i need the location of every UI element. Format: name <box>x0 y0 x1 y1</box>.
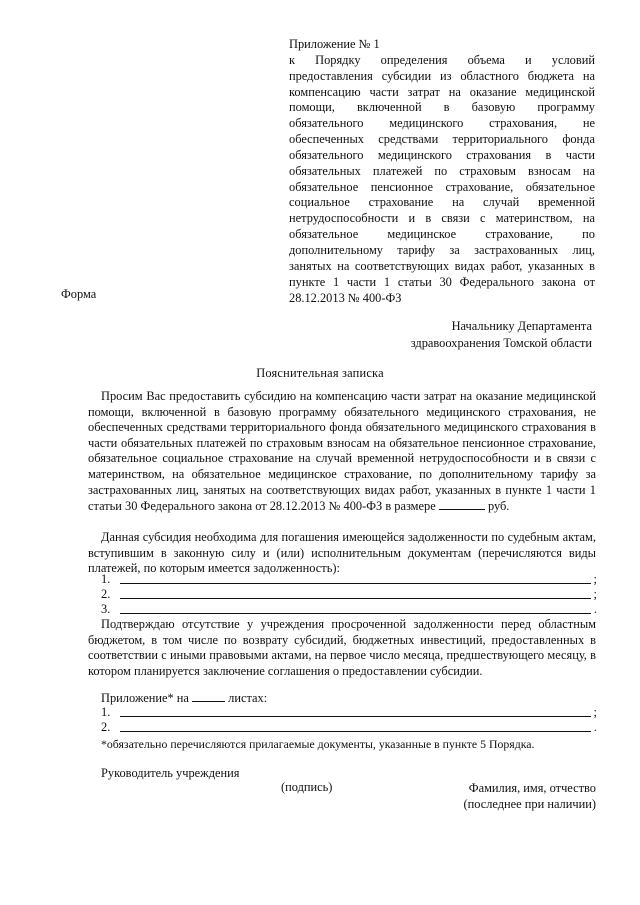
attachment-row-1 <box>101 704 597 720</box>
fio-block <box>430 780 596 812</box>
currency-label: руб. <box>487 499 510 514</box>
request-paragraph <box>88 389 596 515</box>
request-text: Просим Вас предоставить субсидию на компенсацию части затрат на оказание медицинской помощи, включенной в базовую программу обязательного медицинского страхования, не обеспеченных средствами территориального фонда обязательного медицинского страхования в части обязательных платежей по страховым взносам на обязательное пенсионное страхование, обязательное социальное страхование на случай временной нетрудоспособности и в связи с материнством, на обязательное медицинское страхование, по дополнительному тарифу за застрахованных лиц, занятых на соответствующих видах работ, указанных в пункте 1 части 1 статьи 30 Федерального закона от 28.12.2013 № 400-ФЗ в размере <box>88 389 596 514</box>
addressee-line-1: Начальнику Департамента <box>451 319 592 333</box>
debt-row-end: ; <box>593 587 597 601</box>
fio-note: (последнее при наличии) <box>463 797 596 811</box>
footnote: *обязательно перечисляются прилагаемые документы, указанные в пункте 5 Порядка. <box>101 737 535 751</box>
attachment-row-number: 2. <box>101 720 111 734</box>
debt-row-number: 3. <box>101 602 111 616</box>
debt-row-3 <box>101 601 597 617</box>
attachment-row-2 <box>101 719 597 735</box>
document-heading: Пояснительная записка <box>256 366 384 380</box>
form-label: Форма <box>61 287 97 301</box>
appendix-body: к Порядку определения объема и условий предоставления субсидии из областного бюджета на компенсацию части затрат на оказание медицинской помощи, включенной в базовую программу обязательного медицинского страхования, не обеспеченных средствами территориального фонда обязательного медицинского страхования в части обязательных платежей по страховым взносам на обязательное пенсионное страхование, обязательное социальное страхование на случай временной нетрудоспособности и в связи с материнством, на обязательное медицинское страхование, по дополнительному тарифу за застрахованных лиц, занятых на соответствующих видах работ, указанных в пункте 1 части 1 статьи 30 Федерального закона от 28.12.2013 № 400-ФЗ <box>289 52 595 305</box>
attachment-row-field[interactable] <box>120 719 591 732</box>
addressee-block <box>300 318 592 352</box>
appendix-title: Приложение № 1 <box>289 37 380 51</box>
debt-row-number: 2. <box>101 587 111 601</box>
attachment-prefix: Приложение* на <box>101 691 189 705</box>
debt-row-field[interactable] <box>120 601 591 614</box>
debt-row-field[interactable] <box>120 571 591 584</box>
attachment-row-number: 1. <box>101 705 111 719</box>
debt-row-2 <box>101 586 597 602</box>
signature-label: (подпись) <box>281 780 333 794</box>
debt-row-end: . <box>593 602 597 616</box>
attachment-row-field[interactable] <box>120 704 591 717</box>
head-label: Руководитель учреждения <box>101 766 240 780</box>
debt-row-1 <box>101 571 597 587</box>
confirmation-paragraph: Подтверждаю отсутствие у учреждения просроченной задолженности перед областным бюджетом, в том числе по возврату субсидий, бюджетных инвестиций, предоставленных в соответствии с иными правовыми актами, на первое число месяца, предшествующего месяцу, в котором планируется заключение соглашения о предоставлении субсидии. <box>88 617 596 678</box>
attachment-row-end: . <box>593 720 597 734</box>
debt-row-number: 1. <box>101 572 111 586</box>
debt-row-field[interactable] <box>120 586 591 599</box>
attachment-pages-field[interactable] <box>192 690 225 702</box>
attachment-row-end: ; <box>593 705 597 719</box>
fio-label: Фамилия, имя, отчество <box>468 781 596 795</box>
debt-row-end: ; <box>593 572 597 586</box>
debt-paragraph: Данная субсидия необходима для погашения имеющейся задолженности по судебным актам, вступившим в законную силу и (или) исполнительным документам (перечисляются виды платежей, по которым имеется задолженность): <box>88 530 596 576</box>
attachment-suffix: листах: <box>228 691 268 705</box>
addressee-line-2: здравоохранения Томской области <box>410 336 592 350</box>
amount-field[interactable] <box>439 498 485 510</box>
appendix-block <box>289 37 595 306</box>
